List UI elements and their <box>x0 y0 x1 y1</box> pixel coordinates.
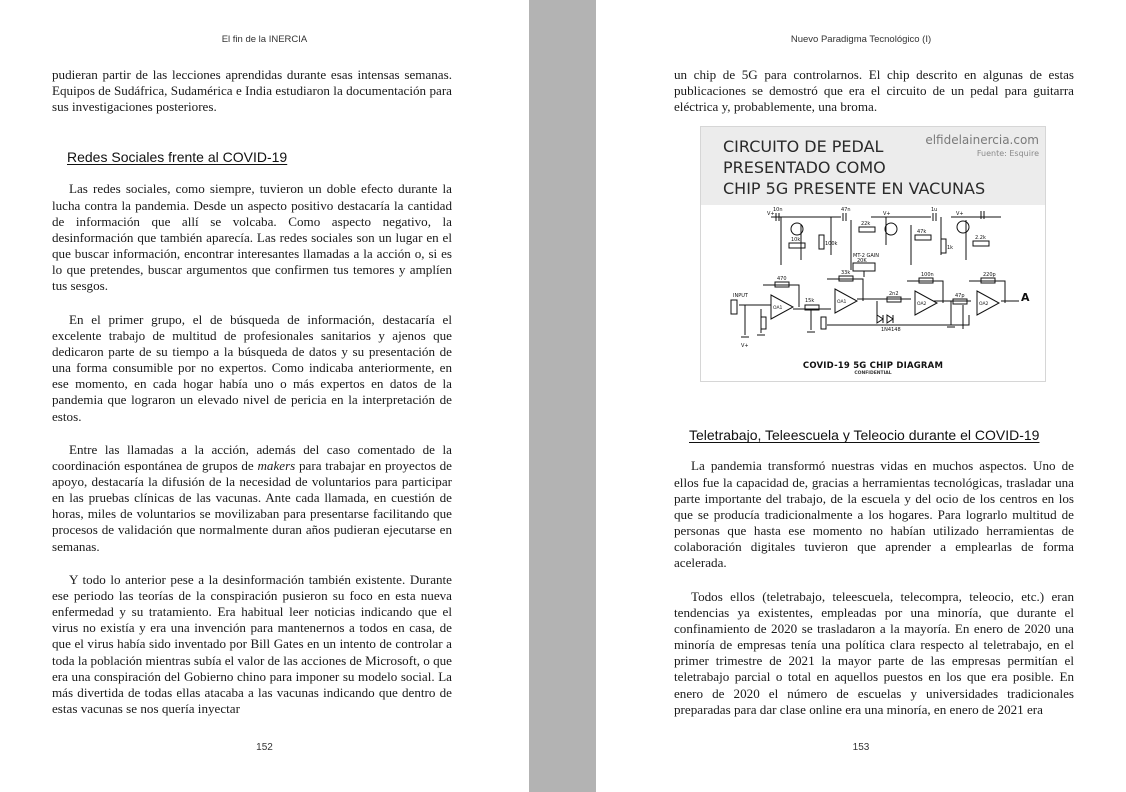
circuit-rail-label: V+ <box>883 211 891 218</box>
circuit-gain-label: MT-2 GAIN <box>853 253 879 260</box>
circuit-rail-label: V+ <box>767 211 775 218</box>
circuit-cap-label: 10n <box>773 207 783 214</box>
running-header-right: Nuevo Paradigma Tecnológico (I) <box>790 34 932 45</box>
page-number-right: 153 <box>852 742 870 753</box>
figure-caption: COVID-19 5G CHIP DIAGRAM <box>802 361 944 372</box>
book-gutter <box>529 0 596 792</box>
circuit-input-label: INPUT <box>733 293 748 300</box>
circuit-resistor-label: 2.2k <box>975 235 986 242</box>
circuit-resistor-label: 47k <box>917 229 927 236</box>
paragraph-fragment: Entre las llamadas a la acción, además del caso comentado de la coordinación espontánea de grupos de <box>52 441 452 473</box>
circuit-cap-label: 100n <box>921 272 934 279</box>
left-body-text <box>52 67 452 734</box>
circuit-resistor-label: 470 <box>777 276 787 283</box>
circuit-resistor-label: 1k <box>947 245 954 252</box>
figure-title-line: PRESENTADO COMO <box>723 158 886 178</box>
circuit-resistor-label: 15k <box>805 298 815 305</box>
paragraph: En el primer grupo, el de búsqueda de información, destacaría el excelente trabajo de multitud de profesionales sanitarios y ajenos que dedicaron parte de su tiempo a la búsqueda de datos y su presentación de una forma consumible por no expertos. Como indicaba anteriormente, en ese momento, en cada hogar había uno o más expertos en datos de la pandemia que lograron un elevado nivel de pericia en la interpretación de estos. <box>52 311 452 424</box>
circuit-cap-label: 2n2 <box>889 291 899 298</box>
figure-title-line: CHIP 5G PRESENTE EN VACUNAS <box>723 179 986 199</box>
section-title-redes-sociales: Redes Sociales frente al COVID-19 <box>67 149 288 166</box>
section-title-teletrabajo: Teletrabajo, Teleescuela y Teleocio durante el COVID-19 <box>689 427 1040 444</box>
circuit-resistor-label: 100k <box>825 241 838 248</box>
circuit-resistor-label: 22k <box>861 221 871 228</box>
left-page <box>0 0 529 792</box>
circuit-resistor-label: 10k <box>791 237 801 244</box>
paragraph: Todos ellos (teletrabajo, teleescuela, telecompra, teleocio, etc.) eran tendencias ya existentes, empleadas por una minoría, que durante el confinamiento de 2020 se trasladaron a la mayoría. En enero de 2020 una minoría de empresas tenía una política clara respecto al teletrabajo, en el primer trimestre de 2021 la mayor parte de las empresas permitían el teletrabajo parcial o total en aquellos puestos en los que era posible. En enero de 2020 el número de escuelas y universidades tradicionales preparadas para dar clase online era una minoría, en enero de 2021 era <box>674 588 1074 717</box>
paragraph <box>52 442 452 555</box>
circuit-diagram <box>701 205 1045 361</box>
circuit-resistor-label: 33k <box>841 270 851 277</box>
italic-term: makers <box>257 457 296 473</box>
paragraph: Las redes sociales, como siempre, tuvieron un doble efecto durante la lucha contra la pandemia. Desde un aspecto positivo destacaría la cantidad de información que allí se volcaba. Como aspecto negativo, la desinformación que también aparecía. Las redes sociales son un lugar en el que buscar información, encontrar interesantes llamadas a la acción o, si es lo que pretendes, buscar argumentos que confirmen tus temores y amplíen tus sesgos. <box>52 181 452 294</box>
running-header-left: El fin de la INERCIA <box>221 34 308 45</box>
circuit-cap-label: 1u <box>931 207 938 214</box>
circuit-opamp-label: OA2 <box>917 302 927 308</box>
circuit-figure <box>700 126 1046 382</box>
circuit-rail-label: V+ <box>956 211 964 218</box>
paragraph: pudieran partir de las lecciones aprendidas durante esas intensas semanas. Equipos de Sudáfrica, Sudamérica e India estudiaron la documentación para sus investigaciones posteriores. <box>52 67 452 115</box>
circuit-cap-label: 47n <box>841 207 851 214</box>
right-page <box>596 0 1126 792</box>
figure-site-watermark: elfidelainercia.com <box>925 133 1039 148</box>
circuit-diode-label: 1N4148 <box>881 327 901 334</box>
page-number-left: 152 <box>256 742 273 753</box>
circuit-opamp-label: OA2 <box>979 302 989 308</box>
circuit-opamp-label: OA1 <box>773 306 783 312</box>
circuit-rail-label: V+ <box>741 343 749 350</box>
circuit-gain-value: 20K <box>857 258 867 265</box>
right-body-text <box>674 67 1074 735</box>
paragraph: Y todo lo anterior pese a la desinformación también existente. Durante ese periodo las teorías de la conspiración pusieron su foco en esta nueva enfermedad y su tratamiento. Era habitual leer noticias indicando que el virus no existía y era una invención para mantenernos a todos en casa, de que el virus había sido inventado por Bill Gates en un intento de controlar a toda la población mientras subía el valor de las acciones de Microsoft, o que era una conspiración del Gobierno chino para imponer su modelo social. La más divertida de todas ellas atacaba a las vacunas indicando que dentro de estas vacunas se nos quería inyectar <box>52 571 452 716</box>
figure-source: Fuente: Esquire <box>976 149 1039 159</box>
circuit-output-label: A <box>1021 291 1030 305</box>
figure-subcaption: CONFIDENTIAL <box>854 371 892 377</box>
circuit-cap-label: 220p <box>983 272 996 279</box>
figure-title-line: CIRCUITO DE PEDAL <box>723 137 884 157</box>
paragraph-fragment: para trabajar en proyectos de apoyo, destacaría la difusión de la necesidad de voluntarios para participar en las pruebas clínicas de las vacunas. Ante cada llamada, en cuestión de horas, miles de voluntarios se movilizaban para presentarse facilitando que procesos de validación que normalmente duran años pudieran ejecutarse en semanas. <box>52 457 452 554</box>
circuit-opamp-label: OA1 <box>837 300 847 306</box>
circuit-cap-label: 47p <box>955 293 965 300</box>
paragraph: un chip de 5G para controlarnos. El chip descrito en algunas de estas publicaciones se demostró que era el circuito de un pedal para guitarra eléctrica y, probablemente, una broma. <box>674 67 1074 115</box>
paragraph: La pandemia transformó nuestras vidas en muchos aspectos. Uno de ellos fue la capacidad de, gracias a herramientas tecnológicas, trasladar una parte importante del trabajo, de la escuela y del ocio de los centros en los que se producía tradicionalmente a los hogares. Para lograrlo multitud de personas que hasta ese momento no habían utilizado herramientas de colaboración digitales tuvieron que aprender a emplearlas de forma acelerada. <box>674 458 1074 571</box>
